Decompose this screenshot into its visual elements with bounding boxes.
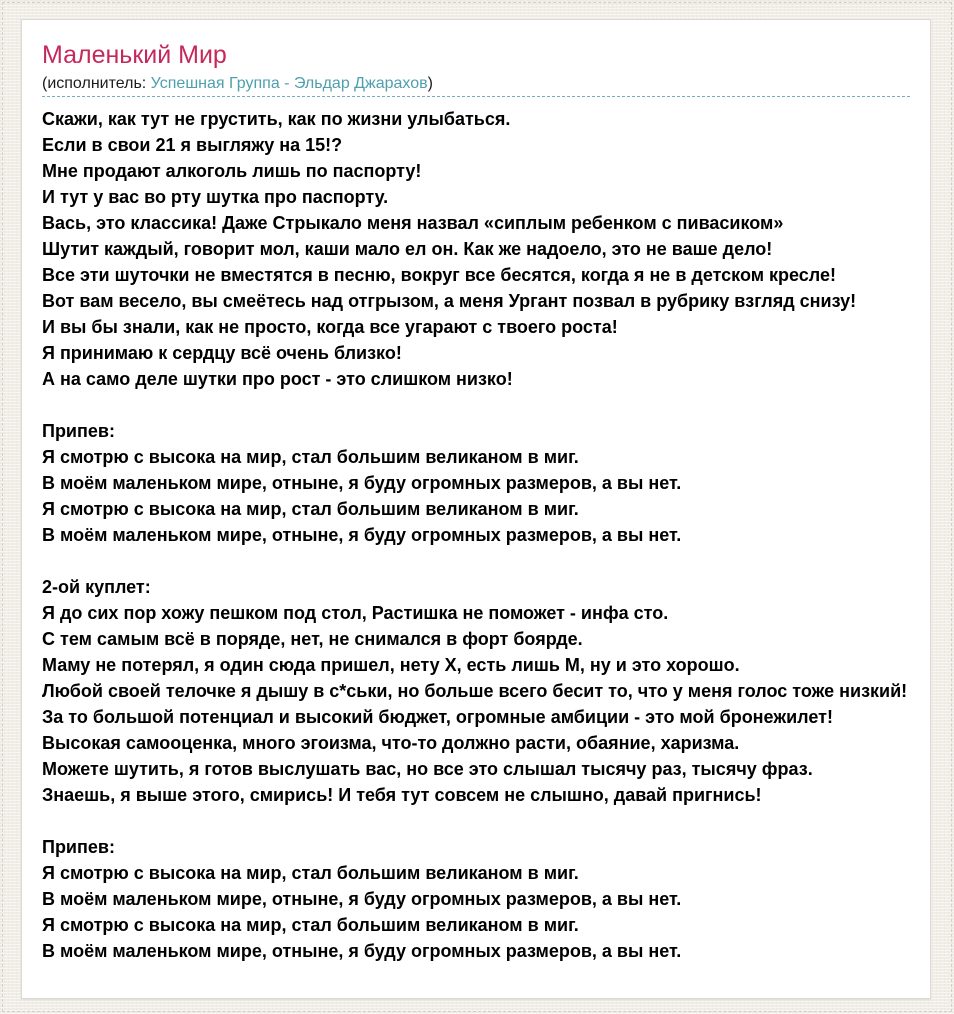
lyric-line: Я смотрю с высока на мир, стал большим великаном в миг. <box>42 863 579 883</box>
artist-suffix: ) <box>427 75 433 92</box>
lyrics <box>42 106 910 964</box>
lyric-line: Я принимаю к сердцу всё очень близко! <box>42 343 402 363</box>
lyric-line: Я смотрю с высока на мир, стал большим великаном в миг. <box>42 499 579 519</box>
lyric-line: Вась, это классика! Даже Стрыкало меня назвал «сиплым ребенком с пивасиком» <box>42 213 784 233</box>
lyric-line: В моём маленьком мире, отныне, я буду огромных размеров, а вы нет. <box>42 525 682 545</box>
lyric-line: 2-ой куплет: <box>42 577 151 597</box>
lyric-line: Можете шутить, я готов выслушать вас, но все это слышал тысячу раз, тысячу фраз. <box>42 759 813 779</box>
lyric-line: Припев: <box>42 837 115 857</box>
stanza <box>42 106 910 392</box>
lyric-line: Шутит каждый, говорит мол, каши мало ел он. Как же надоело, это не ваше дело! <box>42 239 773 259</box>
artist-line <box>42 73 910 94</box>
lyric-line: В моём маленьком мире, отныне, я буду огромных размеров, а вы нет. <box>42 473 682 493</box>
lyric-line: В моём маленьком мире, отныне, я буду огромных размеров, а вы нет. <box>42 941 682 961</box>
dashed-separator <box>42 96 910 97</box>
stanza <box>42 574 910 808</box>
song-title: Маленький Мир <box>42 41 227 69</box>
page-background <box>2 2 952 1012</box>
lyric-line: Я смотрю с высока на мир, стал большим великаном в миг. <box>42 447 579 467</box>
lyric-line: И вы бы знали, как не просто, когда все угарают с твоего роста! <box>42 317 618 337</box>
lyric-line: Мне продают алкоголь лишь по паспорту! <box>42 161 422 181</box>
lyrics-card <box>21 19 931 999</box>
lyric-line: За то большой потенциал и высокий бюджет, огромные амбиции - это мой бронежилет! <box>42 707 833 727</box>
lyric-line: Высокая самооценка, много эгоизма, что-то должно расти, обаяние, харизма. <box>42 733 740 753</box>
lyric-line: Если в свои 21 я выгляжу на 15!? <box>42 135 343 155</box>
lyric-line: Припев: <box>42 421 115 441</box>
stanza <box>42 418 910 548</box>
lyric-line: Я до сих пор хожу пешком под стол, Растишка не поможет - инфа сто. <box>42 603 669 623</box>
artist-link[interactable]: Успешная Группа - Эльдар Джарахов <box>150 75 428 92</box>
lyric-line: Скажи, как тут не грустить, как по жизни улыбаться. <box>42 109 511 129</box>
stanza <box>42 834 910 964</box>
lyric-line: Вот вам весело, вы смеётесь над отгрызом, а меня Ургант позвал в рубрику взгляд снизу! <box>42 291 857 311</box>
lyric-line: Знаешь, я выше этого, смирись! И тебя тут совсем не слышно, давай пригнись! <box>42 785 762 805</box>
lyric-line: И тут у вас во рту шутка про паспорту. <box>42 187 389 207</box>
lyric-line: С тем самым всё в поряде, нет, не снимался в форт боярде. <box>42 629 583 649</box>
lyric-line: Я смотрю с высока на мир, стал большим великаном в миг. <box>42 915 579 935</box>
lyric-line: Любой своей телочке я дышу в с*ськи, но больше всего бесит то, что у меня голос тоже низкий! <box>42 681 908 701</box>
lyric-line: Все эти шуточки не вместятся в песню, вокруг все бесятся, когда я не в детском кресле! <box>42 265 837 285</box>
lyric-line: А на само деле шутки про рост - это слишком низко! <box>42 369 513 389</box>
lyric-line: Маму не потерял, я один сюда пришел, нету Х, есть лишь М, ну и это хорошо. <box>42 655 740 675</box>
artist-label: (исполнитель: <box>42 75 151 92</box>
lyric-line: В моём маленьком мире, отныне, я буду огромных размеров, а вы нет. <box>42 889 682 909</box>
